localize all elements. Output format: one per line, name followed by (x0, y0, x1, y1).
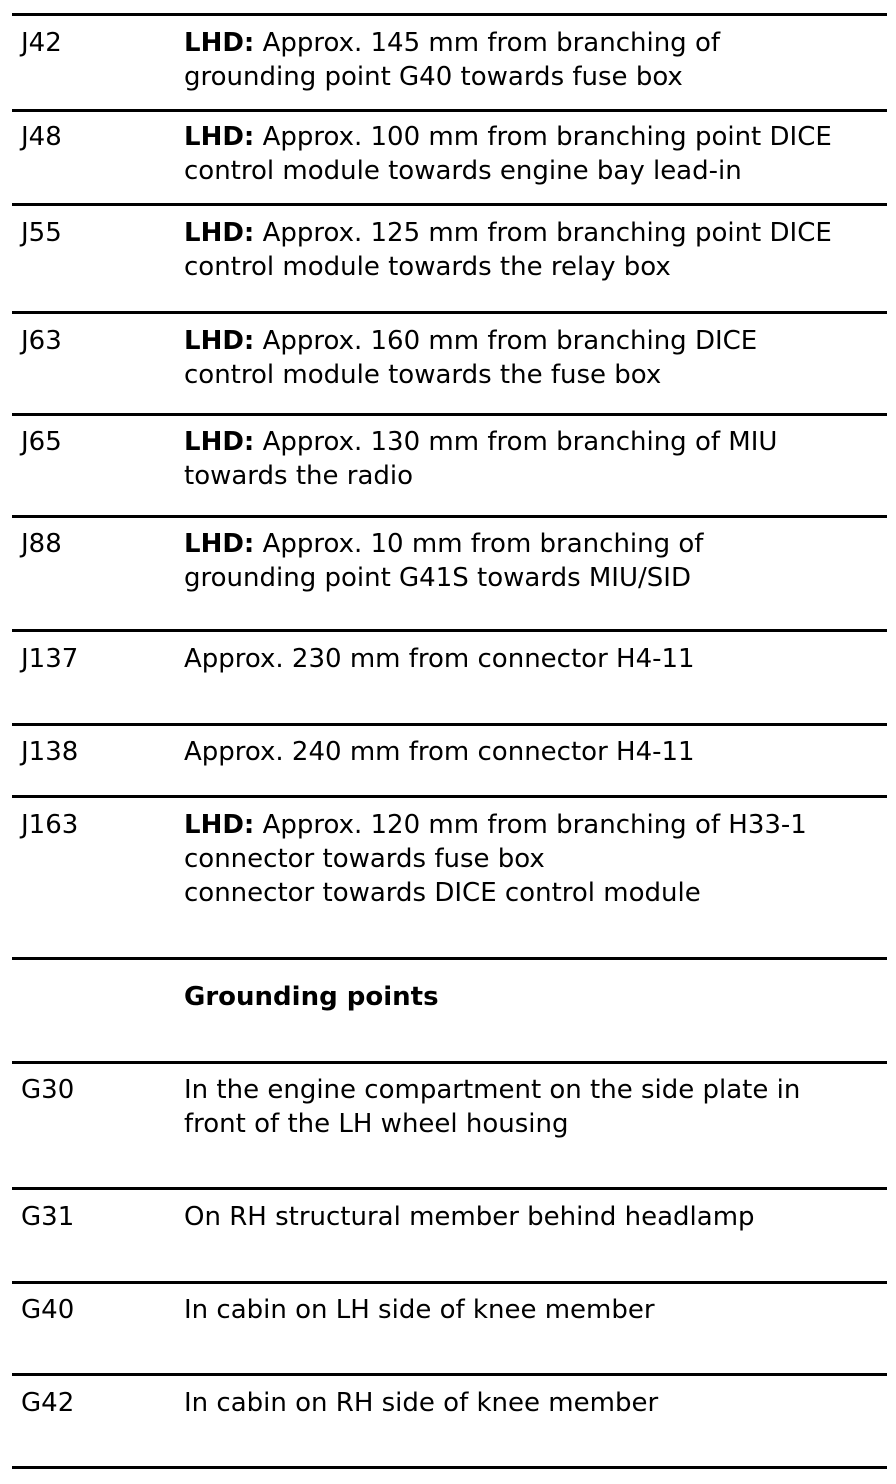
junction-code: J48 (21, 122, 62, 152)
junction-code: J42 (21, 28, 62, 58)
junction-code: J137 (21, 644, 79, 674)
lhd-label: LHD: (184, 427, 255, 457)
row-divider (12, 957, 887, 960)
junction-code: J163 (21, 810, 79, 840)
junction-description (184, 642, 889, 676)
row-divider (12, 13, 887, 16)
junction-description (184, 425, 889, 493)
junction-code: J138 (21, 737, 79, 767)
description-text: connector towards fuse box (184, 844, 545, 874)
junction-code: J63 (21, 326, 62, 356)
description-text: grounding point G41S towards MIU/SID (184, 563, 691, 593)
description-text: Approx. 130 mm from branching of MIU (254, 427, 778, 457)
row-divider (12, 723, 887, 726)
description-text: Approx. 125 mm from branching point DICE (254, 218, 832, 248)
grounding-point-code: G42 (21, 1388, 75, 1418)
junction-code: J65 (21, 427, 62, 457)
description-text: In the engine compartment on the side plate in (184, 1075, 801, 1105)
description-text: Approx. 240 mm from connector H4-11 (184, 737, 695, 767)
row-divider (12, 1373, 887, 1376)
junction-description (184, 324, 889, 392)
section-heading: Grounding points (184, 982, 439, 1012)
row-divider (12, 1187, 887, 1190)
description-text: On RH structural member behind headlamp (184, 1202, 755, 1232)
description-text: In cabin on RH side of knee member (184, 1388, 659, 1418)
description-text: grounding point G40 towards fuse box (184, 62, 683, 92)
row-divider (12, 413, 887, 416)
description-text: In cabin on LH side of knee member (184, 1295, 655, 1325)
description-text: connector towards DICE control module (184, 878, 701, 908)
description-text: Approx. 10 mm from branching of (254, 529, 704, 559)
row-divider (12, 795, 887, 798)
grounding-point-code: G30 (21, 1075, 75, 1105)
description-text: Approx. 145 mm from branching of (254, 28, 721, 58)
description-text: control module towards the relay box (184, 252, 671, 282)
grounding-point-description (184, 1293, 889, 1327)
lhd-label: LHD: (184, 218, 255, 248)
junction-description (184, 120, 889, 188)
junction-code: J88 (21, 529, 62, 559)
grounding-point-description (184, 1200, 889, 1234)
junction-description (184, 735, 889, 769)
row-divider (12, 109, 887, 112)
row-divider (12, 1466, 887, 1469)
description-text: Approx. 100 mm from branching point DICE (254, 122, 832, 152)
description-text: control module towards the fuse box (184, 360, 662, 390)
lhd-label: LHD: (184, 326, 255, 356)
row-divider (12, 1061, 887, 1064)
junction-description (184, 26, 889, 94)
row-divider (12, 515, 887, 518)
description-text: Approx. 160 mm from branching DICE (254, 326, 758, 356)
description-text: Approx. 230 mm from connector H4-11 (184, 644, 695, 674)
junction-code: J55 (21, 218, 62, 248)
lhd-label: LHD: (184, 122, 255, 152)
grounding-point-description (184, 1073, 889, 1141)
row-divider (12, 629, 887, 632)
row-divider (12, 311, 887, 314)
lhd-label: LHD: (184, 28, 255, 58)
description-text: front of the LH wheel housing (184, 1109, 569, 1139)
row-divider (12, 203, 887, 206)
description-text: towards the radio (184, 461, 414, 491)
lhd-label: LHD: (184, 810, 255, 840)
junction-description (184, 808, 889, 910)
junction-description (184, 216, 889, 284)
row-divider (12, 1281, 887, 1284)
description-text: control module towards engine bay lead-in (184, 156, 742, 186)
grounding-point-description (184, 1386, 889, 1420)
lhd-label: LHD: (184, 529, 255, 559)
description-text: Approx. 120 mm from branching of H33-1 (254, 810, 807, 840)
junction-description (184, 527, 889, 595)
grounding-point-code: G40 (21, 1295, 75, 1325)
grounding-point-code: G31 (21, 1202, 75, 1232)
